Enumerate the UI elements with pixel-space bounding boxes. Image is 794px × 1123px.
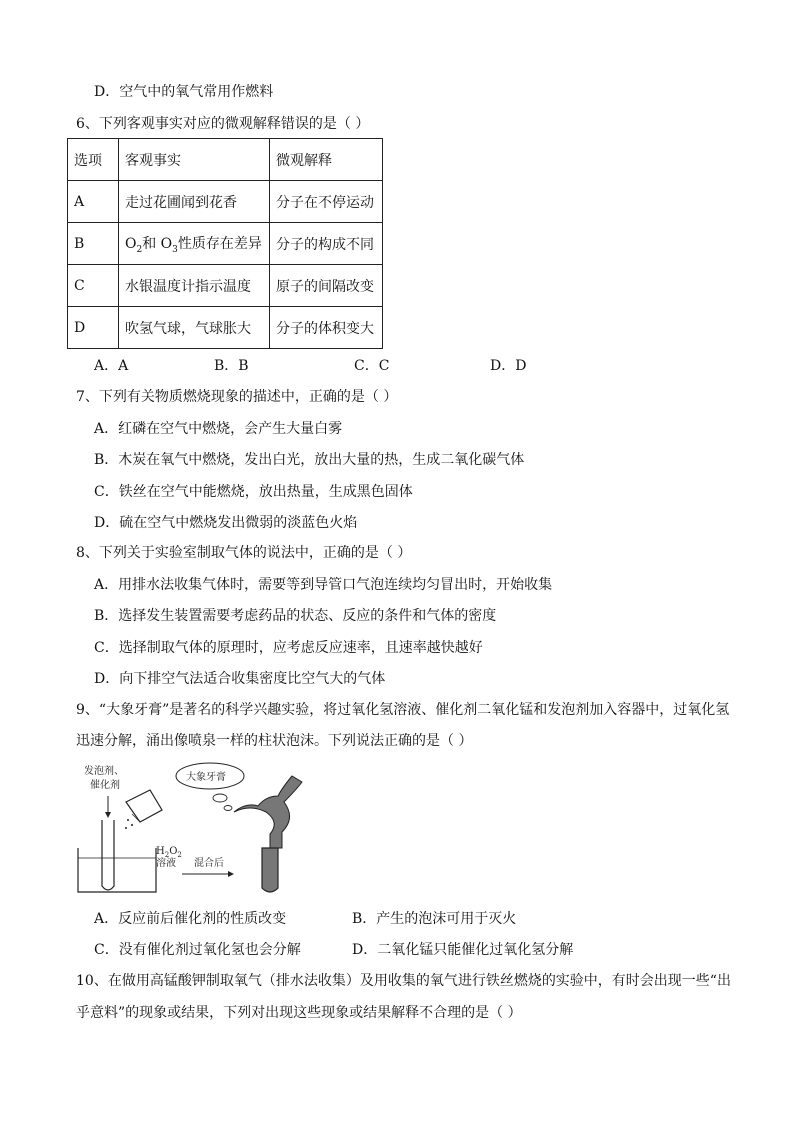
q9-option-d[interactable]: D．二氧化锰只能催化过氧化氢分解: [352, 942, 574, 958]
table-cell-option: B: [68, 223, 119, 265]
table-row: [68, 223, 383, 265]
table-cell-option: D: [68, 307, 119, 349]
table-header: 选项: [68, 139, 119, 181]
test-tube-icon: [102, 820, 114, 890]
pouring-cup-icon: [126, 790, 162, 822]
q7-option-d[interactable]: D．硫在空气中燃烧发出微弱的淡蓝色火焰: [94, 515, 358, 531]
table-cell-explain: 分子在不停运动: [270, 181, 383, 223]
q9-option-b[interactable]: B．产生的泡沫可用于灭火: [352, 911, 517, 927]
table-cell-option: A: [68, 181, 119, 223]
table-cell-explain: 分子的体积变大: [270, 307, 383, 349]
q8-stem: 8、下列关于实验室制取气体的说法中，正确的是（ ）: [76, 545, 412, 561]
q6-choice-c[interactable]: C．C: [354, 358, 390, 374]
q6-choice-a[interactable]: A．A: [94, 358, 129, 374]
q6-choice-d[interactable]: D．D: [490, 358, 527, 374]
label-bubble: 大象牙膏: [186, 772, 226, 783]
subscript: 2: [136, 244, 143, 255]
formula-o: O: [125, 235, 137, 252]
q10-stem-line1: 10、在做用高锰酸钾制取氧气（排水法收集）及用收集的氧气进行铁丝燃烧的实验中，有时会出现一些“出: [76, 973, 731, 989]
q7-option-c[interactable]: C．铁丝在空气中能燃烧，放出热量，生成黑色固体: [94, 484, 413, 500]
table-cell-explain: 分子的构成不同: [270, 223, 383, 265]
table-header: 微观解释: [270, 139, 383, 181]
formula-text: 和 O: [142, 235, 173, 252]
q6-table: [67, 138, 383, 349]
table-row: [68, 265, 383, 307]
subscript: 3: [172, 244, 178, 255]
table-cell-fact: 吹氢气球，气球胀大: [119, 307, 270, 349]
beaker-icon: [78, 848, 156, 892]
table-cell-fact: 水银温度计指示温度: [119, 265, 270, 307]
table-header: 客观事实: [119, 139, 270, 181]
elephant-toothpaste-figure: [70, 762, 310, 898]
q5-option-d: D．空气中的氧气常用作燃料: [94, 84, 274, 100]
q7-option-a[interactable]: A．红磷在空气中燃烧，会产生大量白雾: [94, 421, 343, 437]
q7-option-b[interactable]: B．木炭在氧气中燃烧，发出白光，放出大量的热，生成二氧化碳气体: [94, 452, 525, 468]
table-cell-fact: 走过花圃闻到花香: [119, 181, 270, 223]
foam-icon: [234, 776, 302, 848]
label-mix: 混合后: [194, 858, 224, 869]
q6-stem: 6、下列客观事实对应的微观解释错误的是（ ）: [76, 116, 370, 132]
q8-option-b[interactable]: B．选择发生装置需要考虑药品的状态、反应的条件和气体的密度: [94, 608, 497, 624]
table-header-row: [68, 139, 383, 181]
q8-option-c[interactable]: C．选择制取气体的原理时，应考虑反应速率，且速率越快越好: [94, 640, 483, 656]
q9-stem-line1: 9、“大象牙膏”是著名的科学兴趣实验，将过氧化氢溶液、催化剂二氧化锰和发泡剂加入容器中，过氧化氢: [76, 702, 730, 718]
table-cell-fact: [119, 223, 270, 265]
label-agent-1: 发泡剂、: [84, 766, 124, 777]
table-cell-option: C: [68, 265, 119, 307]
foam-tube-icon: [262, 848, 278, 892]
q7-stem: 7、下列有关物质燃烧现象的描述中，正确的是（ ）: [76, 389, 398, 405]
label-solution: 溶液: [156, 858, 176, 869]
table-cell-explain: 原子的间隔改变: [270, 265, 383, 307]
q9-option-a[interactable]: A．反应前后催化剂的性质改变: [94, 911, 287, 927]
label-agent-2: 催化剂: [90, 780, 120, 791]
q10-stem-line2: 乎意料”的现象或结果，下列对出现这些现象或结果解释不合理的是（ ）: [76, 1005, 522, 1021]
q8-option-d[interactable]: D．向下排空气法适合收集密度比空气大的气体: [94, 671, 386, 687]
label-h2o2: $H_2O_2$: [156, 846, 182, 859]
q9-stem-line2: 迅速分解，涌出像喷泉一样的柱状泡沫。下列说法正确的是（ ）: [76, 733, 473, 749]
table-row: [68, 307, 383, 349]
table-row: [68, 181, 383, 223]
formula-text: 性质存在差异: [177, 235, 262, 252]
arrow-down-icon: [105, 812, 111, 818]
q6-choice-b[interactable]: B．B: [214, 358, 249, 374]
q9-option-c[interactable]: C．没有催化剂过氧化氢也会分解: [94, 942, 301, 958]
q8-option-a[interactable]: A．用排水法收集气体时，需要等到导管口气泡连续均匀冒出时，开始收集: [94, 577, 553, 593]
arrow-right-icon: [228, 871, 234, 877]
